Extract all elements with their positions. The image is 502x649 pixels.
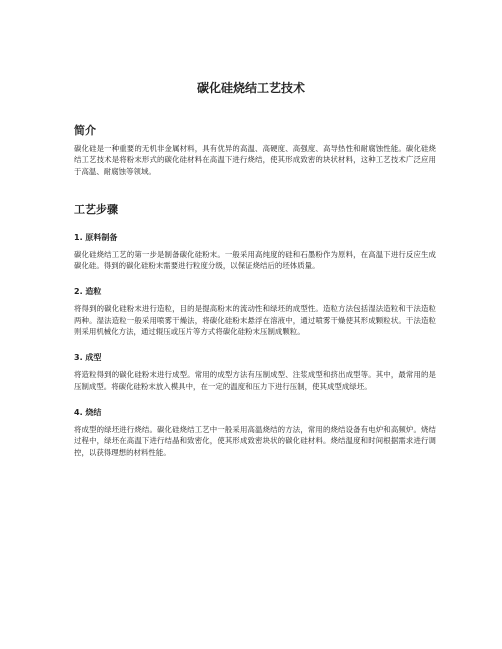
step-title: 2. 造粒 [74, 287, 102, 297]
step-title: 4. 烧结 [74, 407, 102, 417]
document-body [74, 124, 436, 473]
step-text: 将得到的碳化硅粉末进行造粒，目的是提高粉末的流动性和绿坯的成型性。造粒方法包括湿法造粒和干法造粒两种。湿法造粒一般采用喷雾干燥法，将碳化硅粉末悬浮在溶液中，通过喷雾干燥使其形成颗粒状。干法造粒则采用机械化方法，通过辊压或压片等方式将碳化硅粉末压制成颗粒。 [74, 304, 436, 337]
intro-paragraph: 碳化硅是一种重要的无机非金属材料，具有优异的高温、高硬度、高强度、高导热性和耐腐蚀性能。碳化硅烧结工艺技术是将粉末形式的碳化硅材料在高温下进行烧结，使其形成致密的块状材料，这种工艺技术广泛应用于高温、耐腐蚀等领域。 [74, 144, 436, 176]
step-forming [74, 352, 436, 392]
step-text: 碳化硅烧结工艺的第一步是制备碳化硅粉末。一般采用高纯度的硅和石墨粉作为原料，在高温下进行反应生成碳化硅。得到的碳化硅粉末需要进行粒度分级，以保证烧结后的坯体质量。 [74, 249, 436, 271]
step-title: 1. 原料制备 [74, 232, 118, 242]
step-title: 3. 成型 [74, 353, 102, 363]
steps-heading: 工艺步骤 [74, 202, 118, 216]
intro-heading: 简介 [74, 124, 96, 137]
step-raw-material [74, 232, 436, 272]
step-text: 将成型的绿坯进行烧结。碳化硅烧结工艺中一般采用高温烧结的方法，常用的烧结设备有电炉和高频炉。烧结过程中，绿坯在高温下进行结晶和致密化，使其形成致密块状的碳化硅材料。烧结温度和时间根据需求进行调控，以获得理想的材料性能。 [74, 424, 436, 457]
step-text: 将造粒得到的碳化硅粉末进行成型。常用的成型方法有压制成型、注浆成型和挤出成型等。其中，最常用的是压制成型。将碳化硅粉末放入模具中，在一定的温度和压力下进行压制，使其成型成绿坯。 [74, 370, 436, 391]
intro-section [74, 124, 436, 177]
step-sintering [74, 407, 436, 458]
steps-section [74, 203, 436, 458]
step-granulation [74, 286, 436, 337]
document-title: 碳化硅烧结工艺技术 [196, 81, 305, 95]
